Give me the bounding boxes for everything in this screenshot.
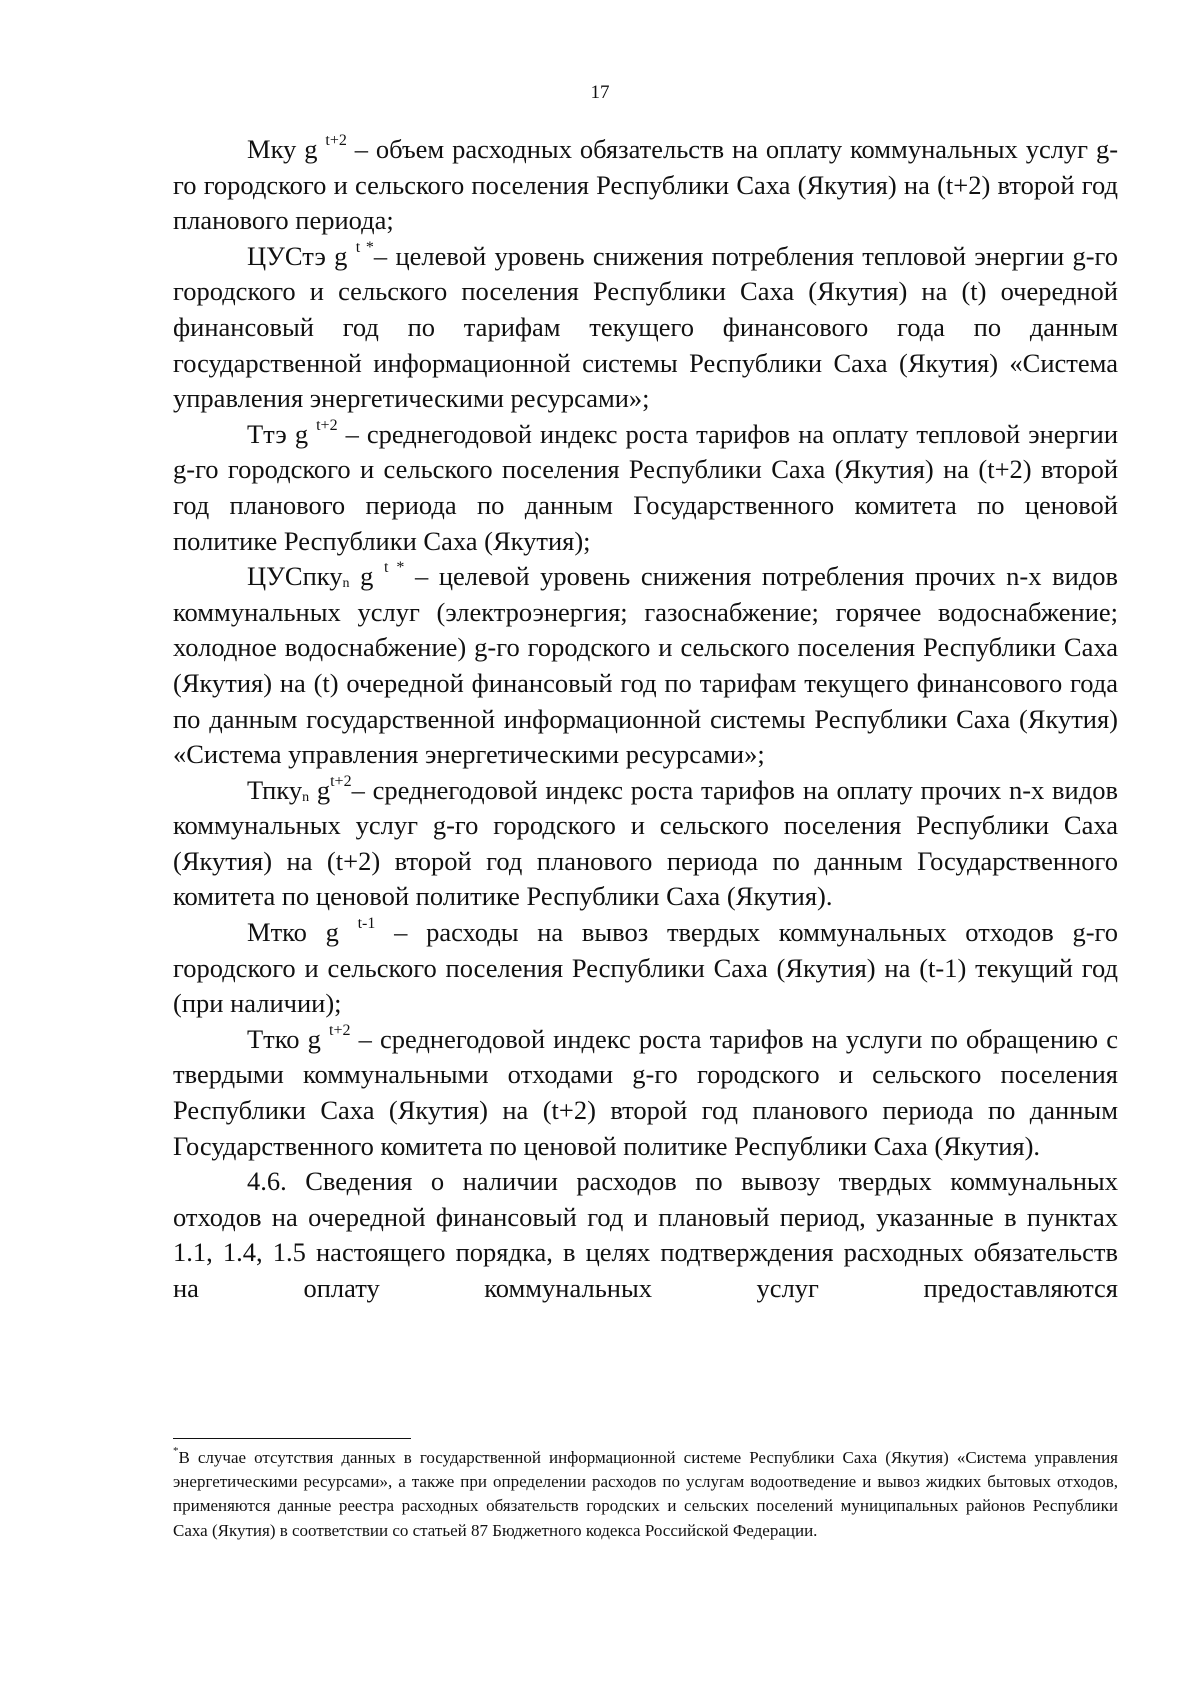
definition-text: – среднегодовой индекс роста тарифов на оплату тепловой энергии g-го городского и сельского поселения Республики Саха (Якутия) на (t+2) второй год планового периода по данным Государственного комитета по ценовой политике Республики Саха (Якутия); — [173, 418, 1118, 556]
symbol: Тпку — [247, 774, 303, 805]
definition-text: – объем расходных обязательств на оплату коммунальных услуг g-го городского и сельского поселения Республики Саха (Якутия) на (t+2) второй год планового периода; — [173, 134, 1119, 236]
footnote-marker: * — [173, 1445, 179, 1458]
definition-text: – целевой уровень снижения потребления тепловой энергии g-го городского и сельского поселения Республики Саха (Якутия) на (t) очередной финансовый год по тарифам текущего финансового года по данным государственной информационной системы Республики Саха (Якутия) «Система управления энергетическими ресурсами»; — [173, 240, 1119, 414]
page-number: 17 — [590, 82, 610, 103]
superscript: t+2 — [325, 132, 347, 150]
superscript: t * — [383, 559, 405, 577]
definition-text: – расходы на вывоз твердых коммунальных отходов g-го городского и сельского поселения Республики Саха (Якутия) на (t-1) текущий год (при наличии); — [173, 917, 1118, 1019]
document-body — [173, 132, 1118, 1307]
section-4-6: 4.6. Сведения о наличии расходов по вывозу твердых коммунальных отходов на очередной финансовый год и плановый период, указанные в пунктах 1.1, 1.4, 1.5 настоящего порядка, в целях подтверждения расходных обязательств на оплату коммунальных услуг предоставляются — [173, 1166, 1118, 1303]
definition-mku — [173, 132, 1118, 239]
symbol-suffix: g — [309, 774, 331, 805]
symbol: Мтко g — [247, 917, 339, 948]
superscript: t+2 — [330, 772, 352, 790]
definition-text: – целевой уровень снижения потребления прочих n-х видов коммунальных услуг (электроэнергия; газоснабжение; горячее водоснабжение; холодное водоснабжение) g-го городского и сельского поселения Республики Саха (Якутия) на (t) очередной финансовый год по тарифам текущего финансового года по данным государственной информационной системы Республики Саха (Якутия) «Система управления энергетическими ресурсами»; — [173, 561, 1119, 770]
definition-custe — [173, 239, 1118, 417]
symbol-suffix: g — [349, 561, 374, 592]
symbol: Ттко g — [247, 1023, 321, 1054]
footnote-text: В случае отсутствия данных в государственной информационной системе Республики Саха (Якутия) «Система управления энергетическими ресурсами», а также при определении расходов по услугам водоотведение и вывоз жидких бытовых отходов, применяются данные реестра расходных обязательств городских и сельских поселений муниципальных районов Республики Саха (Якутия) в соответствии со статьей 87 Бюджетного кодекса Российской Федерации. — [173, 1448, 1118, 1540]
definition-text: – среднегодовой индекс роста тарифов на оплату прочих n-х видов коммунальных услуг g-го городского и сельского поселения Республики Саха (Якутия) на (t+2) второй год планового периода по данным Государственного комитета по ценовой политике Республики Саха (Якутия). — [173, 774, 1118, 912]
superscript: t+2 — [329, 1022, 351, 1040]
subscript: n — [302, 789, 310, 805]
definition-mtko — [173, 915, 1118, 1022]
footnote-divider — [173, 1438, 411, 1439]
definition-tte — [173, 417, 1118, 559]
definition-ttko — [173, 1022, 1118, 1164]
subscript: n — [342, 576, 350, 592]
symbol: Ттэ g — [247, 418, 309, 449]
symbol: Мку g — [247, 134, 318, 164]
superscript: t * — [355, 238, 374, 256]
symbol: ЦУСпку — [247, 561, 343, 592]
symbol: ЦУСтэ g — [247, 240, 348, 271]
definition-cuspku — [173, 559, 1118, 773]
footnote — [173, 1446, 1118, 1543]
superscript: t-1 — [357, 915, 376, 933]
definition-tpku — [173, 773, 1118, 915]
definition-text: – среднегодовой индекс роста тарифов на услуги по обращению с твердыми коммунальными отходами g-го городского и сельского поселения Республики Саха (Якутия) на (t+2) второй год планового периода по данным Государственного комитета по ценовой политике Республики Саха (Якутия). — [173, 1023, 1118, 1161]
superscript: t+2 — [316, 416, 338, 434]
